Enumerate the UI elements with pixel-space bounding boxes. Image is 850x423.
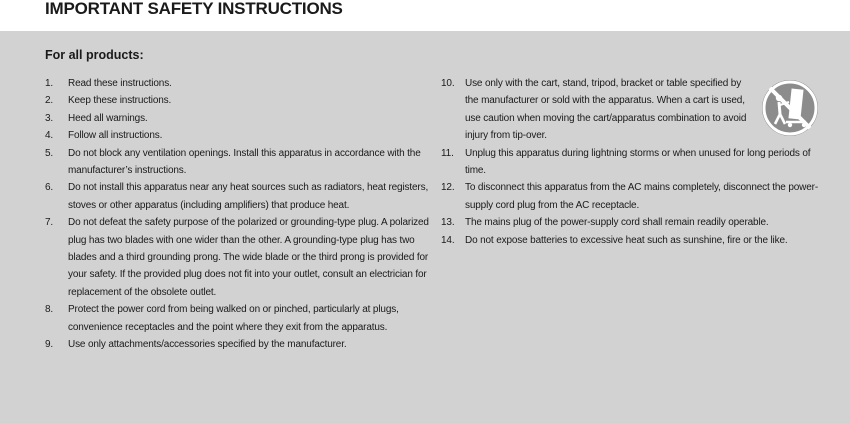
list-item bbox=[45, 336, 430, 353]
item-text: Do not install this apparatus near any heat sources such as radiators, heat registers, stoves or other apparatus (including amplifiers) that produce heat. bbox=[68, 182, 429, 211]
item-number: 10. bbox=[441, 78, 455, 89]
item-text: To disconnect this apparatus from the AC mains completely, disconnect the power-supply cord plug from the AC receptacle. bbox=[465, 182, 818, 211]
item-number: 5. bbox=[45, 147, 54, 159]
item-number: 14. bbox=[441, 234, 455, 246]
item-number: 4. bbox=[45, 130, 54, 142]
list-item bbox=[45, 92, 430, 109]
list-item bbox=[45, 179, 430, 214]
list-item bbox=[45, 145, 430, 180]
item-text: The mains plug of the power-supply cord shall remain readily operable. bbox=[465, 217, 769, 229]
item-text: Follow all instructions. bbox=[68, 130, 163, 142]
item-number: 7. bbox=[45, 217, 54, 229]
item-text: Do not defeat the safety purpose of the polarized or grounding-type plug. A polarized plug has two blades with one wider than the other. A grounding-type plug has two blades and a third grounding prong. The wide blade or the third prong is provided for your safety. If the provided plug does not fit into your outlet, consult an electrician for replacement of the obsolete outlet. bbox=[68, 217, 429, 298]
item-text: Do not expose batteries to excessive heat such as sunshine, fire or the like. bbox=[465, 234, 788, 246]
section-title: For all products: bbox=[45, 48, 144, 62]
item-text: Heed all warnings. bbox=[68, 112, 148, 124]
instructions-panel bbox=[0, 31, 850, 423]
cart-tip-over-warning-icon bbox=[760, 78, 820, 138]
list-item bbox=[45, 301, 430, 336]
list-item bbox=[441, 232, 826, 249]
list-item bbox=[45, 127, 430, 144]
item-number: 6. bbox=[45, 182, 54, 194]
item-text: Keep these instructions. bbox=[68, 95, 172, 107]
list-item bbox=[441, 179, 826, 214]
item-number: 8. bbox=[45, 304, 54, 316]
list-item bbox=[45, 110, 430, 127]
item-number: 1. bbox=[45, 78, 54, 89]
list-item bbox=[441, 145, 826, 180]
list-item bbox=[45, 75, 430, 92]
item-text: Use only attachments/accessories specified by the manufacturer. bbox=[68, 339, 347, 351]
item-number: 3. bbox=[45, 112, 54, 124]
item-number: 2. bbox=[45, 95, 54, 107]
instructions-list-left bbox=[45, 75, 430, 354]
item-text: Use only with the cart, stand, tripod, bracket or table specified by the manufacturer or sold with the apparatus. When a cart is used, use caution when moving the cart/apparatus combination to avoid injury from tip-over. bbox=[465, 78, 747, 142]
list-item bbox=[441, 214, 826, 231]
item-number: 11. bbox=[441, 147, 454, 159]
item-number: 9. bbox=[45, 339, 54, 351]
item-number: 13. bbox=[441, 217, 455, 229]
page-title: IMPORTANT SAFETY INSTRUCTIONS bbox=[45, 0, 343, 18]
item-text: Do not block any ventilation openings. Install this apparatus in accordance with the manufacturer’s instructions. bbox=[68, 147, 421, 177]
item-number: 12. bbox=[441, 182, 455, 194]
item-text: Read these instructions. bbox=[68, 78, 172, 89]
item-text: Protect the power cord from being walked on or pinched, particularly at plugs, convenience receptacles and the point where they exit from the apparatus. bbox=[68, 304, 399, 333]
item-text: Unplug this apparatus during lightning storms or when unused for long periods of time. bbox=[465, 147, 811, 177]
list-item bbox=[45, 214, 430, 301]
